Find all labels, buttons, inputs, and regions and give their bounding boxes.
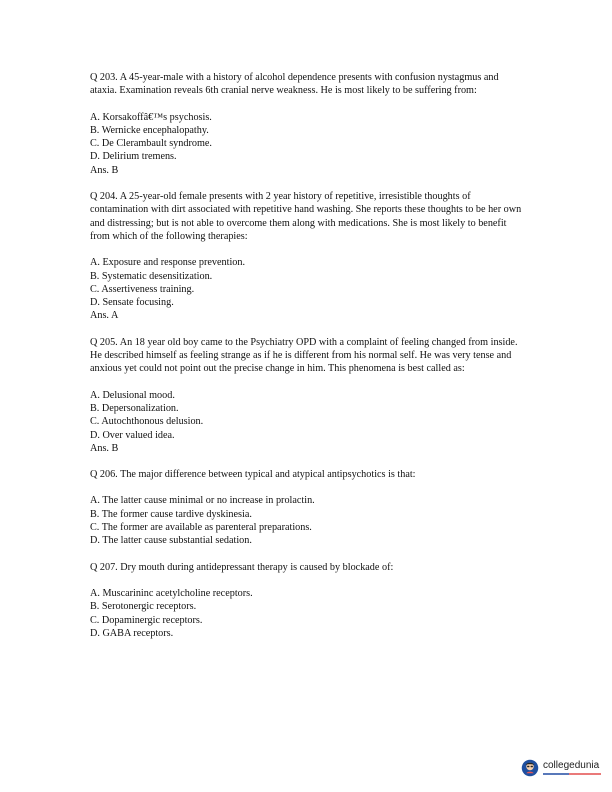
collegedunia-logo [521,756,605,780]
option-a: A. Exposure and response prevention. [90,257,246,269]
option-a: A. The latter cause minimal or no increase in prolactin. [90,495,315,507]
question-207 [90,561,524,640]
answer: Ans. B [90,164,119,176]
answer: Ans. B [90,442,119,454]
logo-subtitle-bar [543,773,601,775]
option-a: A. Delusional mood. [90,389,175,401]
question-203 [90,71,524,177]
logo-brand-name: collegedunia [543,760,600,771]
option-b: B. Depersonalization. [90,402,179,414]
option-c: C. The former are available as parenteral preparations. [90,522,312,534]
question-text: Q 203. A 45-year-male with a history of alcohol dependence presents with confusion nystagmus and ataxia. Examination reveals 6th cranial nerve weakness. He is most likely to be suffering from: [90,72,499,97]
option-b: B. Systematic desensitization. [90,270,213,282]
option-d: D. Delirium tremens. [90,151,177,163]
option-d: D. The latter cause substantial sedation. [90,535,252,547]
question-206 [90,468,524,547]
option-b: B. Serotonergic receptors. [90,601,197,613]
option-d: D. Sensate focusing. [90,297,174,309]
option-c: C. De Clerambault syndrome. [90,138,212,150]
option-d: D. Over valued idea. [90,429,175,441]
option-b: B. The former cause tardive dyskinesia. [90,508,252,520]
option-c: C. Dopaminergic receptors. [90,614,203,626]
answer: Ans. A [90,310,119,322]
option-c: C. Assertiveness training. [90,283,195,295]
logo-text-group [543,761,601,775]
option-d: D. GABA receptors. [90,627,174,639]
question-text: Q 207. Dry mouth during antidepressant therapy is caused by blockade of: [90,561,394,573]
question-204 [90,190,524,323]
option-a: A. Muscarininc acetylcholine receptors. [90,587,253,599]
collegedunia-logo-icon [521,759,539,777]
question-list [90,71,524,653]
option-b: B. Wernicke encephalopathy. [90,124,209,136]
question-text: Q 206. The major difference between typical and atypical antipsychotics is that: [90,469,416,481]
option-c: C. Autochthonous delusion. [90,416,204,428]
question-text: Q 205. An 18 year old boy came to the Psychiatry OPD with a complaint of feeling changed from inside. He described himself as feeling strange as if he is different from his normal self. He was very tense and anxious yet could not point out the precise change in him. This phenomena is best called as: [90,336,518,375]
option-a: A. Korsakoffâ€™s psychosis. [90,111,212,123]
question-text: Q 204. A 25-year-old female presents with 2 year history of repetitive, irresistible thoughts of contamination with dirt associated with repetitive hand washing. She reports these thoughts to be her own and distressing; but is not able to overcome them along with medications. She is most likely to benefit from which of the following therapies: [90,191,522,242]
question-205 [90,336,524,455]
